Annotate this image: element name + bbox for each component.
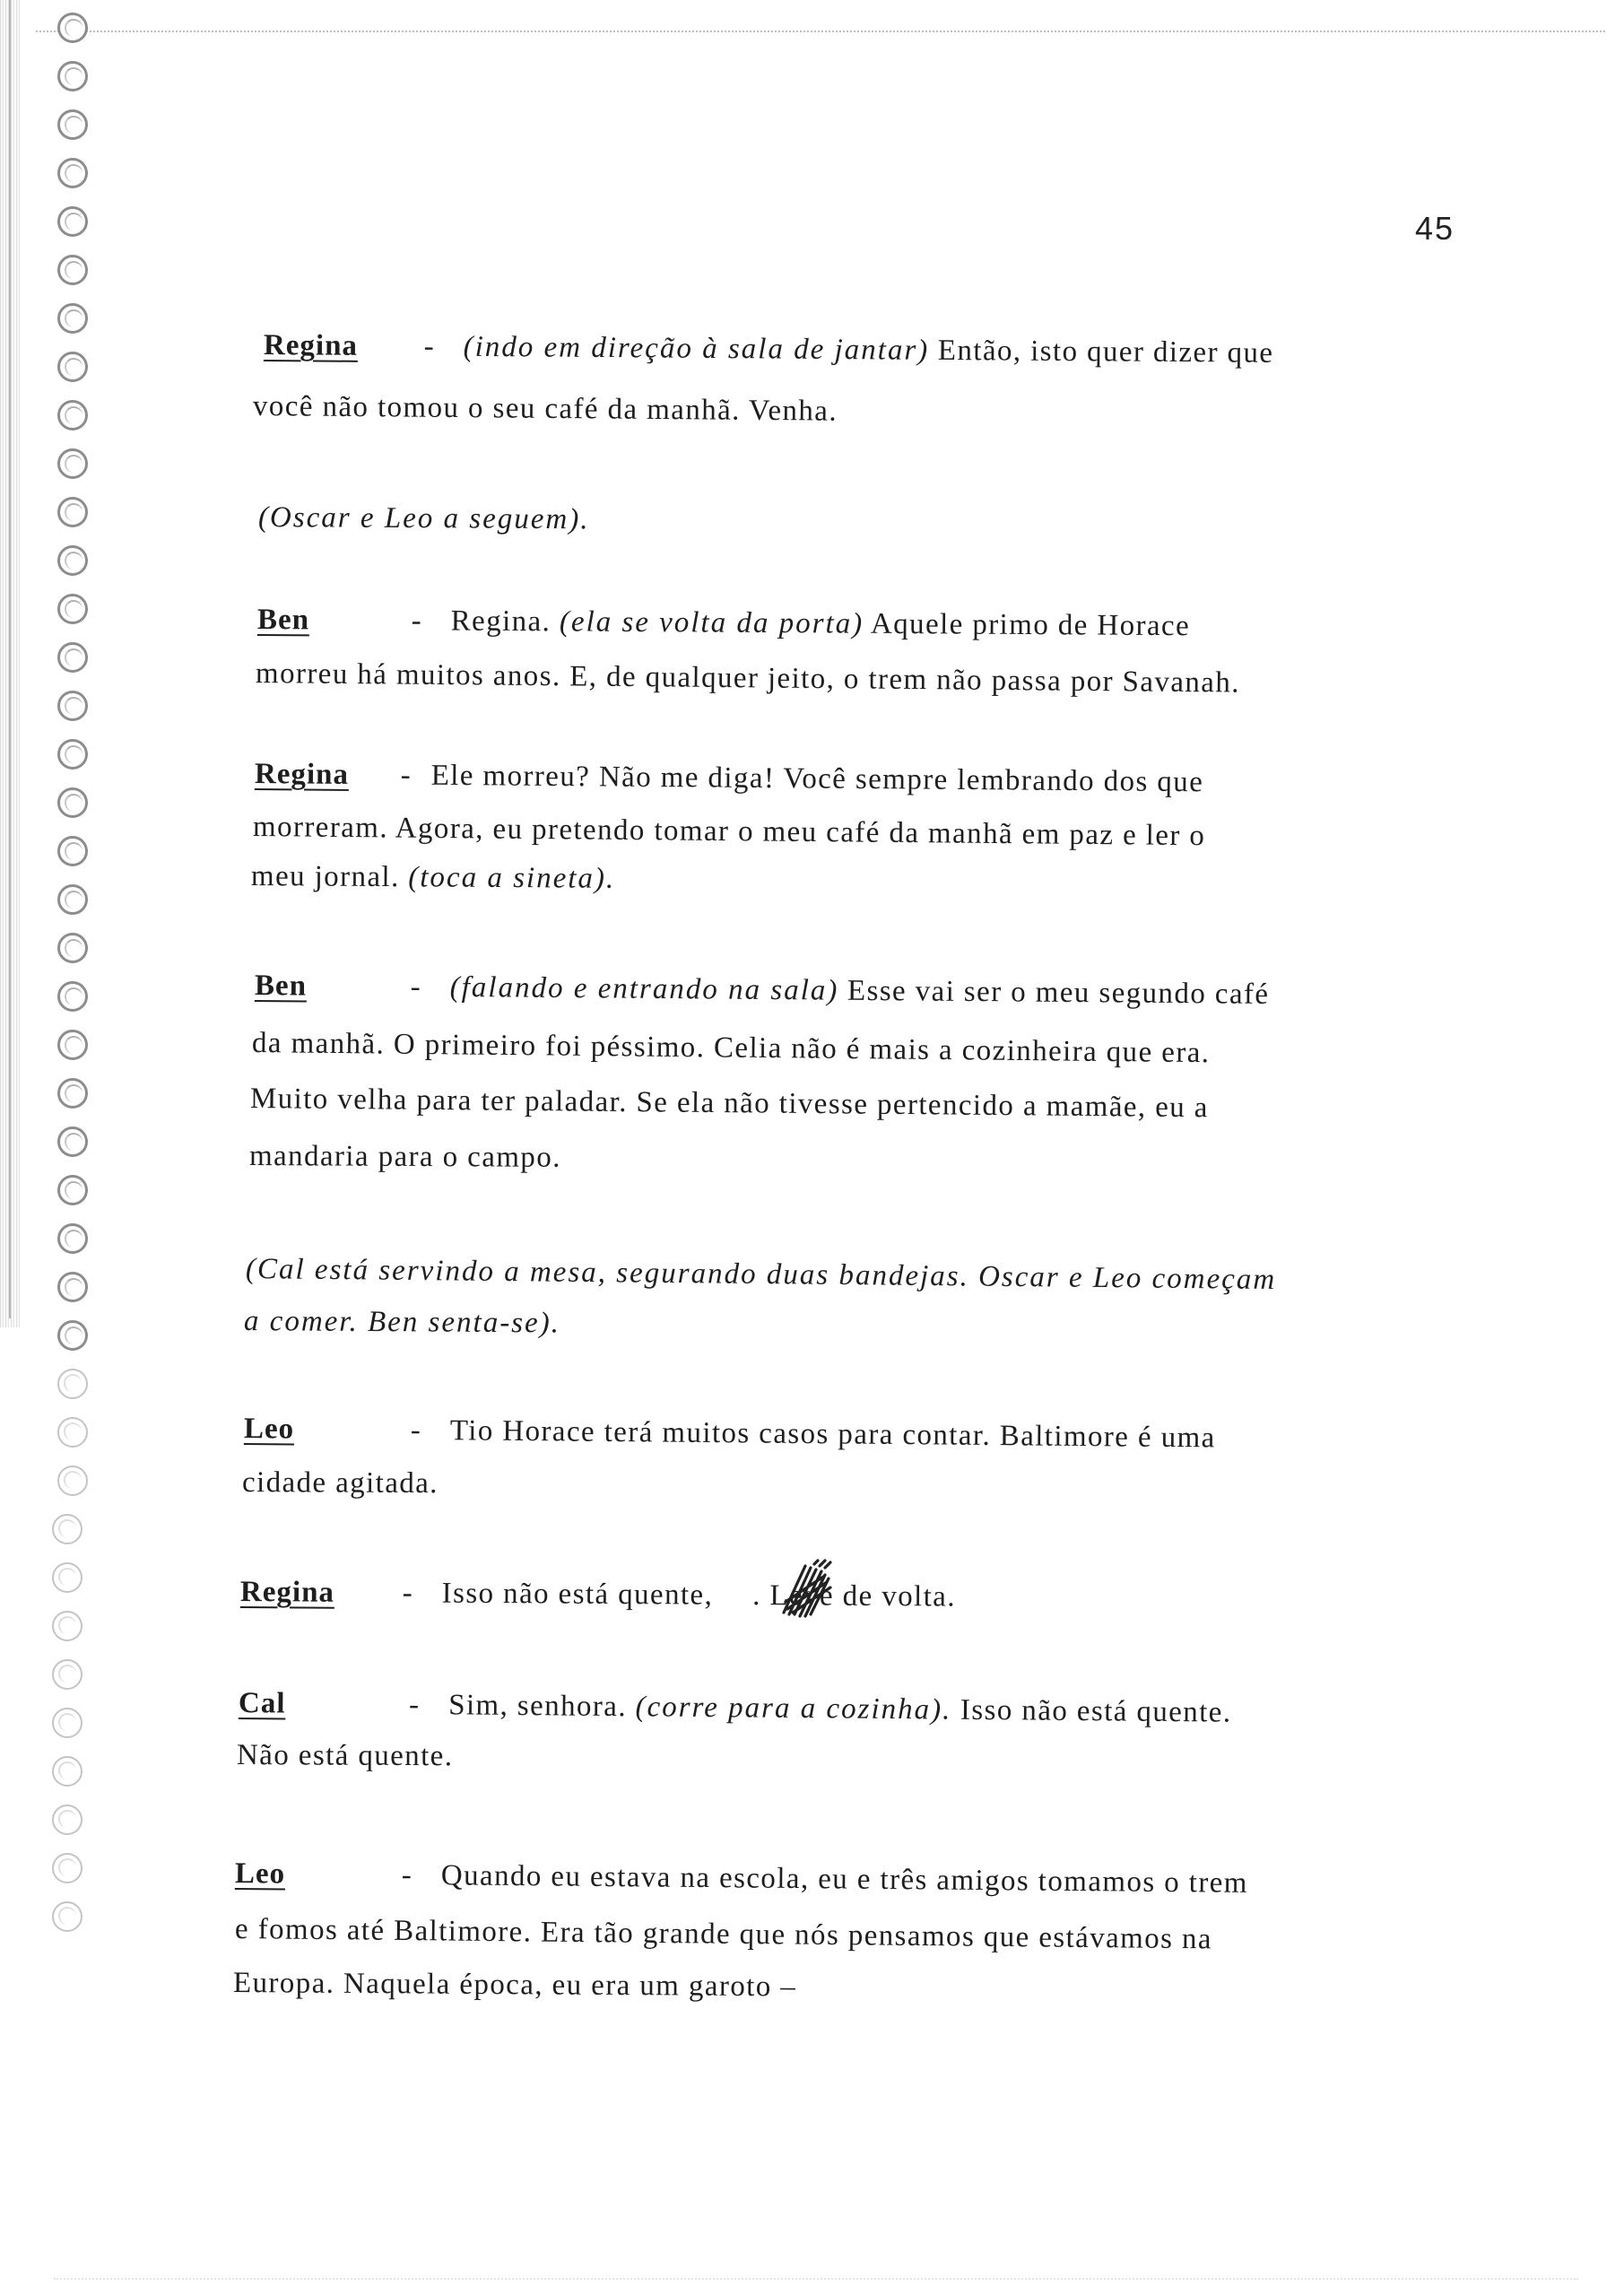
punch-hole <box>57 1175 88 1205</box>
dialogue-line <box>235 1903 1213 1965</box>
stage-direction: (falando e entrando na sala) <box>449 970 839 1007</box>
punch-hole <box>57 1272 88 1302</box>
dialogue-line <box>240 1566 956 1623</box>
stage-direction-line <box>244 1295 560 1349</box>
punch-hole <box>57 303 88 334</box>
dialogue-text: você não tomou o seu café da manhã. Venha. <box>252 390 838 428</box>
punch-hole <box>57 642 88 673</box>
dialogue-text: Isso não está quente. <box>951 1693 1232 1729</box>
punch-hole <box>57 1465 88 1496</box>
speaker-dash: - <box>400 759 413 792</box>
speaker-dash: - <box>402 1577 414 1610</box>
punch-hole <box>57 1126 88 1157</box>
dialogue-line <box>255 748 1204 808</box>
dialogue-text: da manhã. O primeiro foi péssimo. Celia não é mais a cozinheira que era. <box>251 1027 1211 1070</box>
speaker-name: Leo <box>234 1857 286 1891</box>
stage-direction: a comer. Ben senta-se). <box>243 1305 561 1340</box>
punch-hole <box>52 1805 83 1835</box>
stage-direction: (ela se volta da porta) <box>559 605 864 640</box>
dialogue-line <box>255 960 1270 1021</box>
dialogue-line <box>251 850 616 905</box>
speaker-dash: - <box>410 970 422 1004</box>
punch-hole <box>57 1320 88 1351</box>
punch-hole <box>52 1756 83 1787</box>
punch-hole <box>52 1611 83 1641</box>
punch-hole <box>57 1078 88 1109</box>
punch-hole <box>57 981 88 1012</box>
punch-hole <box>57 448 88 479</box>
speaker-dash: - <box>408 1688 421 1721</box>
punch-hole <box>57 400 88 430</box>
punch-hole <box>52 1562 83 1593</box>
dialogue-text: e fomos até Baltimore. Era tão grande que nós pensamos que estávamos na <box>234 1913 1213 1956</box>
punch-hole <box>57 1223 88 1254</box>
stage-direction: (corre para a cozinha). <box>635 1691 952 1726</box>
punch-hole <box>57 1369 88 1399</box>
binding-line <box>9 0 11 1318</box>
punch-hole <box>57 933 88 963</box>
dialogue-line <box>242 1457 439 1509</box>
punch-hole <box>52 1659 83 1690</box>
punch-hole <box>57 545 88 576</box>
dialogue-text: Isso não está quente, <box>441 1577 714 1612</box>
stage-direction: (Oscar e Leo a seguem). <box>257 501 590 536</box>
dialogue-line <box>257 594 1190 652</box>
punch-hole <box>52 1853 83 1883</box>
dialogue-text: Não está quente. <box>236 1739 454 1773</box>
dialogue-line <box>233 1957 797 2013</box>
dialogue-text: meu jornal. <box>250 860 409 894</box>
punch-hole <box>57 13 88 43</box>
dialogue-line <box>253 380 838 438</box>
page-number: 45 <box>1415 210 1455 247</box>
dialogue-text: Muito velha para ter paladar. Se ela não tivesse pertencido a mamãe, eu a <box>249 1083 1209 1125</box>
punch-hole <box>57 836 88 866</box>
dialogue-line <box>252 1017 1211 1079</box>
speaker-name: Regina <box>254 758 350 791</box>
stage-direction-line <box>258 491 590 545</box>
dialogue-text: Europa. Naquela época, eu era um garoto – <box>232 1967 797 2004</box>
top-dotted-rule <box>36 30 1605 32</box>
bottom-scan-dust <box>54 2278 1578 2280</box>
punch-hole <box>57 158 88 188</box>
punch-hole <box>57 691 88 721</box>
speaker-dash: - <box>401 1858 413 1892</box>
stage-direction: (toca a sineta). <box>408 861 616 895</box>
punch-hole <box>57 352 88 382</box>
punch-hole <box>57 255 88 285</box>
dialogue-text: Regina. <box>450 604 560 639</box>
dialogue-line <box>235 1848 1248 1909</box>
punch-holes <box>52 0 115 2296</box>
punch-hole <box>57 206 88 237</box>
dialogue-line <box>249 1130 561 1184</box>
dialogue-text: Ele morreu? Não me diga! Você sempre lembrando dos que <box>430 759 1204 799</box>
punch-hole <box>57 739 88 770</box>
dialogue-text: mandaria para o campo. <box>248 1140 561 1174</box>
speaker-name: Ben <box>256 604 310 637</box>
punch-hole <box>57 884 88 915</box>
punch-hole <box>57 109 88 140</box>
punch-hole <box>57 787 88 818</box>
speaker-name: Leo <box>243 1413 295 1446</box>
dialogue-text: Aquele primo de Horace <box>864 607 1191 643</box>
punch-hole <box>52 1901 83 1932</box>
speaker-name: Regina <box>239 1576 335 1609</box>
dialogue-text: morreu há muitos anos. E, de qualquer jeito, o trem não passa por Savanah. <box>255 657 1241 700</box>
stage-direction: (indo em direção à sala de jantar) <box>463 330 930 367</box>
speaker-name: Regina <box>263 329 359 362</box>
dialogue-line <box>264 319 1274 379</box>
punch-hole <box>52 1708 83 1738</box>
speaker-name: Cal <box>238 1687 286 1720</box>
dialogue-line <box>244 1403 1216 1464</box>
dialogue-text: morreram. Agora, eu pretendo tomar o meu café da manhã em paz e ler o <box>252 811 1206 853</box>
speaker-name: Ben <box>254 970 308 1003</box>
dialogue-line <box>256 648 1240 709</box>
punch-hole <box>57 594 88 624</box>
dialogue-line <box>250 1073 1209 1134</box>
stage-direction: (Cal está servindo a mesa, segurando duas bandejas. Oscar e Leo começam <box>245 1253 1277 1297</box>
dialogue-line <box>237 1729 454 1782</box>
punch-hole <box>57 1030 88 1060</box>
dialogue-text: Tio Horace terá muitos casos para contar. Baltimore é uma <box>449 1414 1216 1455</box>
dialogue-text: Então, isto quer dizer que <box>929 334 1274 370</box>
punch-hole <box>57 497 88 527</box>
dialogue-text: . Leve de volta. <box>752 1578 957 1613</box>
dialogue-text: Quando eu estava na escola, eu e três amigos tomamos o trem <box>440 1859 1249 1900</box>
dialogue-text: cidade agitada. <box>241 1466 439 1500</box>
speaker-dash: - <box>411 604 423 638</box>
ink-scribble-mark <box>778 1559 841 1622</box>
speaker-dash: - <box>410 1413 422 1447</box>
punch-hole <box>57 1417 88 1448</box>
dialogue-text: Esse vai ser o meu segundo café <box>838 974 1270 1011</box>
punch-hole <box>52 1514 83 1544</box>
speaker-dash: - <box>423 330 436 363</box>
punch-hole <box>57 61 88 91</box>
dialogue-text: Sim, senhora. <box>448 1689 636 1724</box>
